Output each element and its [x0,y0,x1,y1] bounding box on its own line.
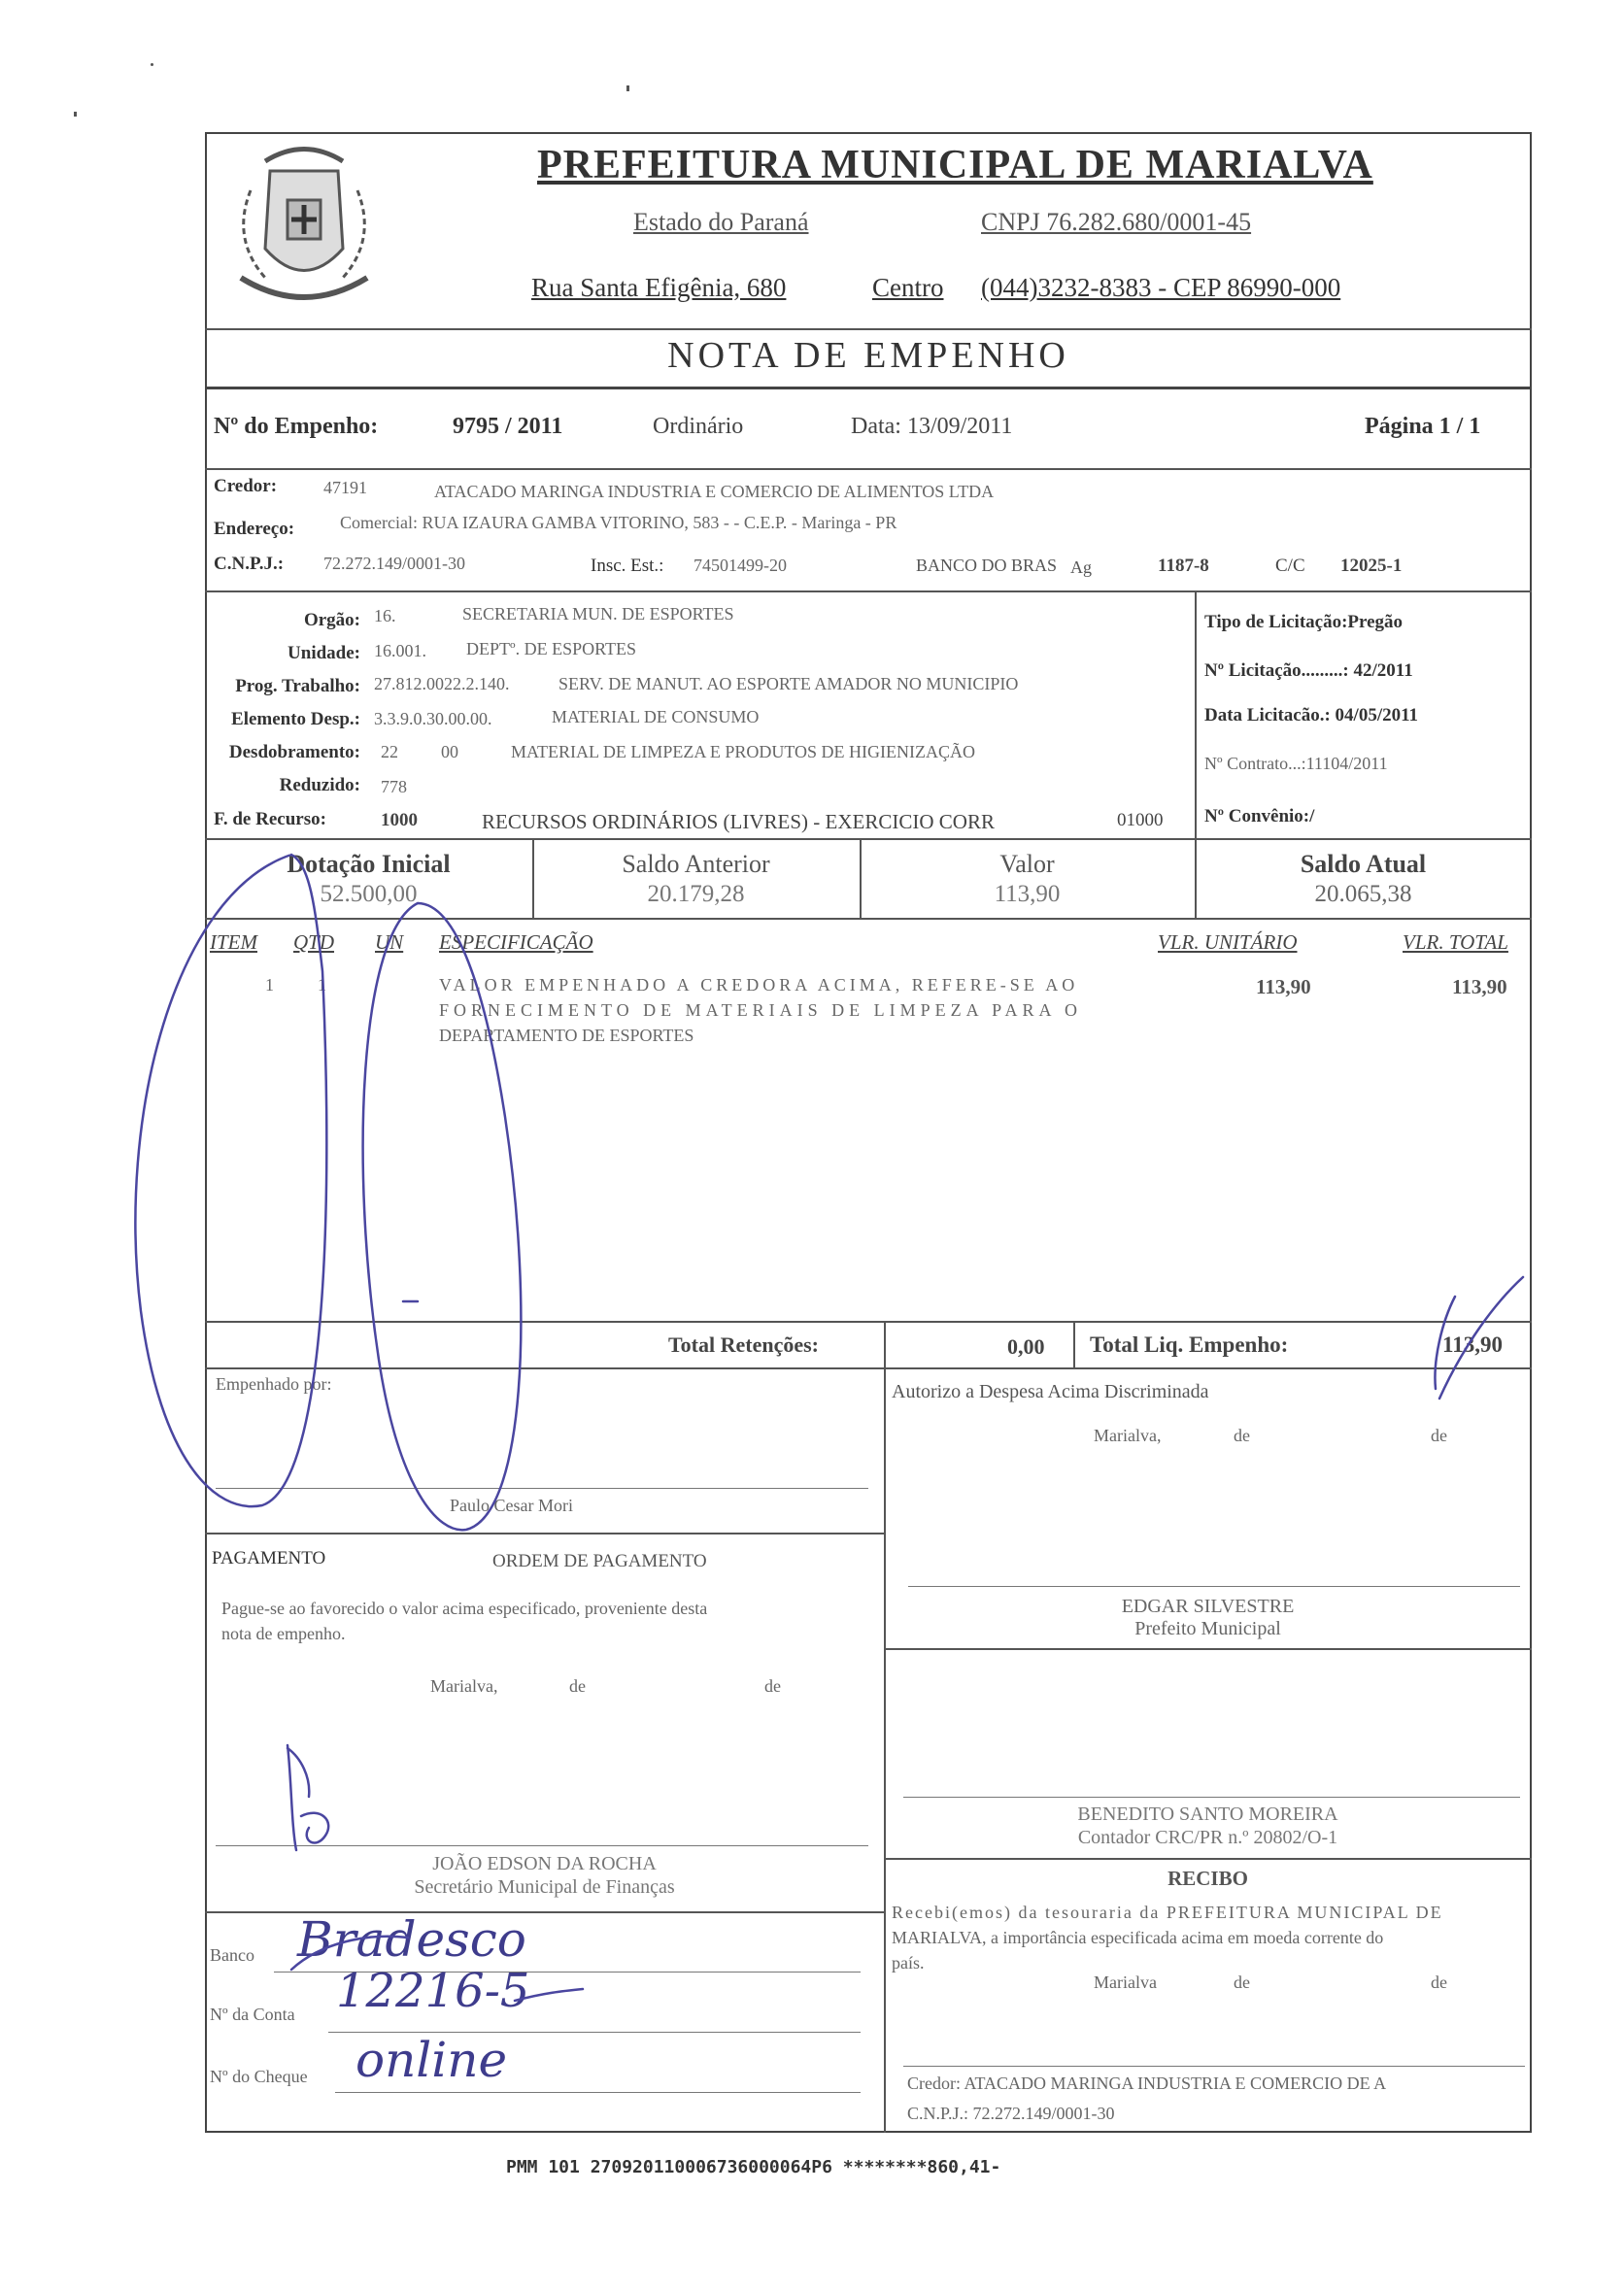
recibo-text-2: MARIALVA, a importância especificada acima em moeda corrente do [892,1928,1384,1947]
document-title: NOTA DE EMPENHO [667,335,1069,376]
endereco-value: Comercial: RUA IZAURA GAMBA VITORINO, 583 - - C.E.P. - Maringa - PR [340,513,897,532]
pagamento-de-2: de [764,1676,781,1696]
cheque-handwritten-value: online [355,2032,508,2088]
credor-cnpj: 72.272.149/0001-30 [323,554,465,573]
insc-label: Insc. Est.: [591,556,664,576]
banco-label: Banco [210,1945,254,1965]
reduzido-label: Reduzido: [279,775,360,795]
signature-loop-right [363,903,522,1530]
item-vlr-total: 113,90 [1452,975,1507,998]
data-licitacao: Data Licitacão.: 04/05/2011 [1204,705,1419,725]
unidade-value: DEPTº. DE ESPORTES [466,639,637,658]
secretario-role: Secretário Municipal de Finanças [414,1876,675,1898]
cc-value: 12025-1 [1340,556,1403,576]
autorizo-label: Autorizo a Despesa Acima Discriminada [892,1381,1209,1402]
retencoes-value: 0,00 [1007,1334,1045,1359]
orgao-value: SECRETARIA MUN. DE ESPORTES [462,604,734,624]
cheque-label: Nº do Cheque [210,2067,308,2086]
dotacao-label: Dotação Inicial [287,850,451,878]
item-desc-line-3: DEPARTAMENTO DE ESPORTES [439,1026,694,1045]
prog-code: 27.812.0022.2.140. [374,674,510,693]
desdobramento-code-2: 00 [441,742,458,761]
endereco-label: Endereço: [214,519,295,539]
unidade-label: Unidade: [288,643,360,663]
total-liquido-label: Total Liq. Empenho: [1090,1332,1289,1357]
pagamento-label: PAGAMENTO [212,1548,326,1568]
elemento-value: MATERIAL DE CONSUMO [552,707,760,726]
total-liquido-value: 113,90 [1442,1332,1503,1357]
desdobramento-code-1: 22 [381,742,398,761]
saldo-atual-value: 20.065,38 [1314,881,1412,907]
credor-name: ATACADO MARINGA INDUSTRIA E COMERCIO DE ALIMENTOS LTDA [434,482,995,501]
saldo-atual-label: Saldo Atual [1300,850,1427,878]
contador-name: BENEDITO SANTO MOREIRA [1077,1804,1338,1825]
conta-extra-stroke [515,1989,583,2001]
contador-role: Contador CRC/PR n.º 20802/O-1 [1077,1827,1338,1848]
elemento-label: Elemento Desp.: [231,709,360,729]
insc-value: 74501499-20 [694,556,787,575]
numero-licitacao: Nº Licitação.........: 42/2011 [1204,660,1413,681]
header-district: Centro [872,273,944,302]
unidade-code: 16.001. [374,641,426,660]
col-un: UN [375,930,404,954]
empenhado-por-label: Empenhado por: [216,1374,332,1394]
recibo-label: RECIBO [1167,1867,1248,1890]
header-street: Rua Santa Efigênia, 680 [531,273,787,302]
initials-signature [288,1745,328,1850]
desdobramento-value: MATERIAL DE LIMPEZA E PRODUTOS DE HIGIENIZAÇÃO [511,742,975,761]
saldo-anterior-label: Saldo Anterior [622,850,770,878]
recibo-place: Marialva [1094,1973,1157,1992]
pagamento-text-1: Pague-se ao favorecido o valor acima especificado, proveniente desta [221,1599,708,1618]
autorizo-place: Marialva, [1094,1426,1162,1445]
item-desc-line-2: FORNECIMENTO DE MATERIAIS DE LIMPEZA PARA O [439,1000,1083,1020]
valor-label: Valor [999,850,1055,878]
banco-underline-stroke [291,1937,408,1970]
pagamento-place: Marialva, [430,1676,498,1696]
signature-loop-left [135,855,326,1506]
recibo-text-3: país. [892,1953,925,1973]
retencoes-label: Total Retenções: [668,1332,819,1357]
recibo-cnpj: C.N.P.J.: 72.272.149/0001-30 [907,2104,1115,2123]
numero-convenio: Nº Convênio:/ [1204,806,1315,826]
item-vlr-unitario: 113,90 [1256,975,1311,998]
state-name: Estado do Paraná [633,208,809,236]
empenho-type: Ordinário [653,414,744,439]
cc-label: C/C [1275,556,1305,576]
valor-value: 113,90 [994,881,1061,907]
prefeito-role: Prefeito Municipal [1134,1618,1281,1639]
prefeito-name: EDGAR SILVESTRE [1121,1596,1295,1617]
page-title: PREFEITURA MUNICIPAL DE MARIALVA [537,143,1373,187]
empenho-date: Data: 13/09/2011 [851,414,1013,439]
empenho-label: Nº do Empenho: [214,414,379,439]
reduzido-value: 778 [381,777,407,796]
col-item: ITEM [210,930,257,954]
item-qtd: 1 [318,975,326,995]
orgao-label: Orgão: [303,610,360,630]
cnpj-label: C.N.P.J.: [214,554,285,574]
item-desc-line-1: VALOR EMPENHADO A CREDORA ACIMA, REFERE-SE AO [439,975,1079,995]
dotacao-value: 52.500,00 [320,881,418,907]
page-number: Página 1 / 1 [1365,414,1481,439]
credor-code: 47191 [323,478,367,497]
header-phone-cep: (044)3232-8383 - CEP 86990-000 [981,273,1341,302]
footer-code: PMM 101 270920110006736000064P6 ********860,41- [506,2157,1001,2177]
col-vlr-unitario: VLR. UNITÁRIO [1158,930,1298,954]
saldo-anterior-value: 20.179,28 [647,881,745,907]
orgao-code: 16. [374,606,396,625]
col-especificacao: ESPECIFICAÇÃO [439,930,593,954]
secretario-name: JOÃO EDSON DA ROCHA [432,1853,657,1874]
autorizo-de-2: de [1431,1426,1447,1445]
recibo-text-1: Recebi(emos) da tesouraria da PREFEITURA MUNICIPAL DE [892,1903,1443,1922]
recibo-credor: Credor: ATACADO MARINGA INDUSTRIA E COMERCIO DE A [907,2074,1387,2093]
col-qtd: QTD [293,930,335,954]
col-vlr-total: VLR. TOTAL [1403,930,1508,954]
pagamento-text-2: nota de empenho. [221,1624,346,1643]
recurso-label: F. de Recurso: [214,809,326,829]
recurso-code: 1000 [381,810,418,830]
conta-label: Nº da Conta [210,2005,295,2024]
recibo-de-2: de [1431,1973,1447,1992]
ag-value: 1187-8 [1158,556,1209,576]
ordem-pagamento-label: ORDEM DE PAGAMENTO [492,1551,707,1571]
check-mark [1435,1277,1523,1399]
recibo-de-1: de [1234,1973,1250,1992]
credor-label: Credor: [214,476,278,496]
prog-value: SERV. DE MANUT. AO ESPORTE AMADOR NO MUNICIPIO [558,674,1019,693]
numero-contrato: Nº Contrato...:11104/2011 [1204,754,1388,773]
elemento-code: 3.3.9.0.30.00.00. [374,709,492,728]
pagamento-de-1: de [569,1676,586,1696]
header-cnpj: CNPJ 76.282.680/0001-45 [981,208,1252,236]
prog-label: Prog. Trabalho: [235,676,360,696]
item-number: 1 [265,975,274,995]
recurso-code-2: 01000 [1117,810,1164,830]
tipo-licitacao: Tipo de Licitação:Pregão [1204,612,1404,632]
empenhado-por-name: Paulo Cesar Mori [450,1496,573,1515]
bank-name: BANCO DO BRAS [916,556,1058,575]
desdobramento-label: Desdobramento: [228,742,360,762]
recurso-value: RECURSOS ORDINÁRIOS (LIVRES) - EXERCICIO CORR [482,810,995,833]
banco-handwritten-value: Bradesco [297,1911,526,1968]
empenho-number: 9795 / 2011 [453,414,563,439]
ag-label: Ag [1070,557,1092,577]
autorizo-de-1: de [1234,1426,1250,1445]
conta-handwritten-value: 12216-5 [336,1964,530,2018]
